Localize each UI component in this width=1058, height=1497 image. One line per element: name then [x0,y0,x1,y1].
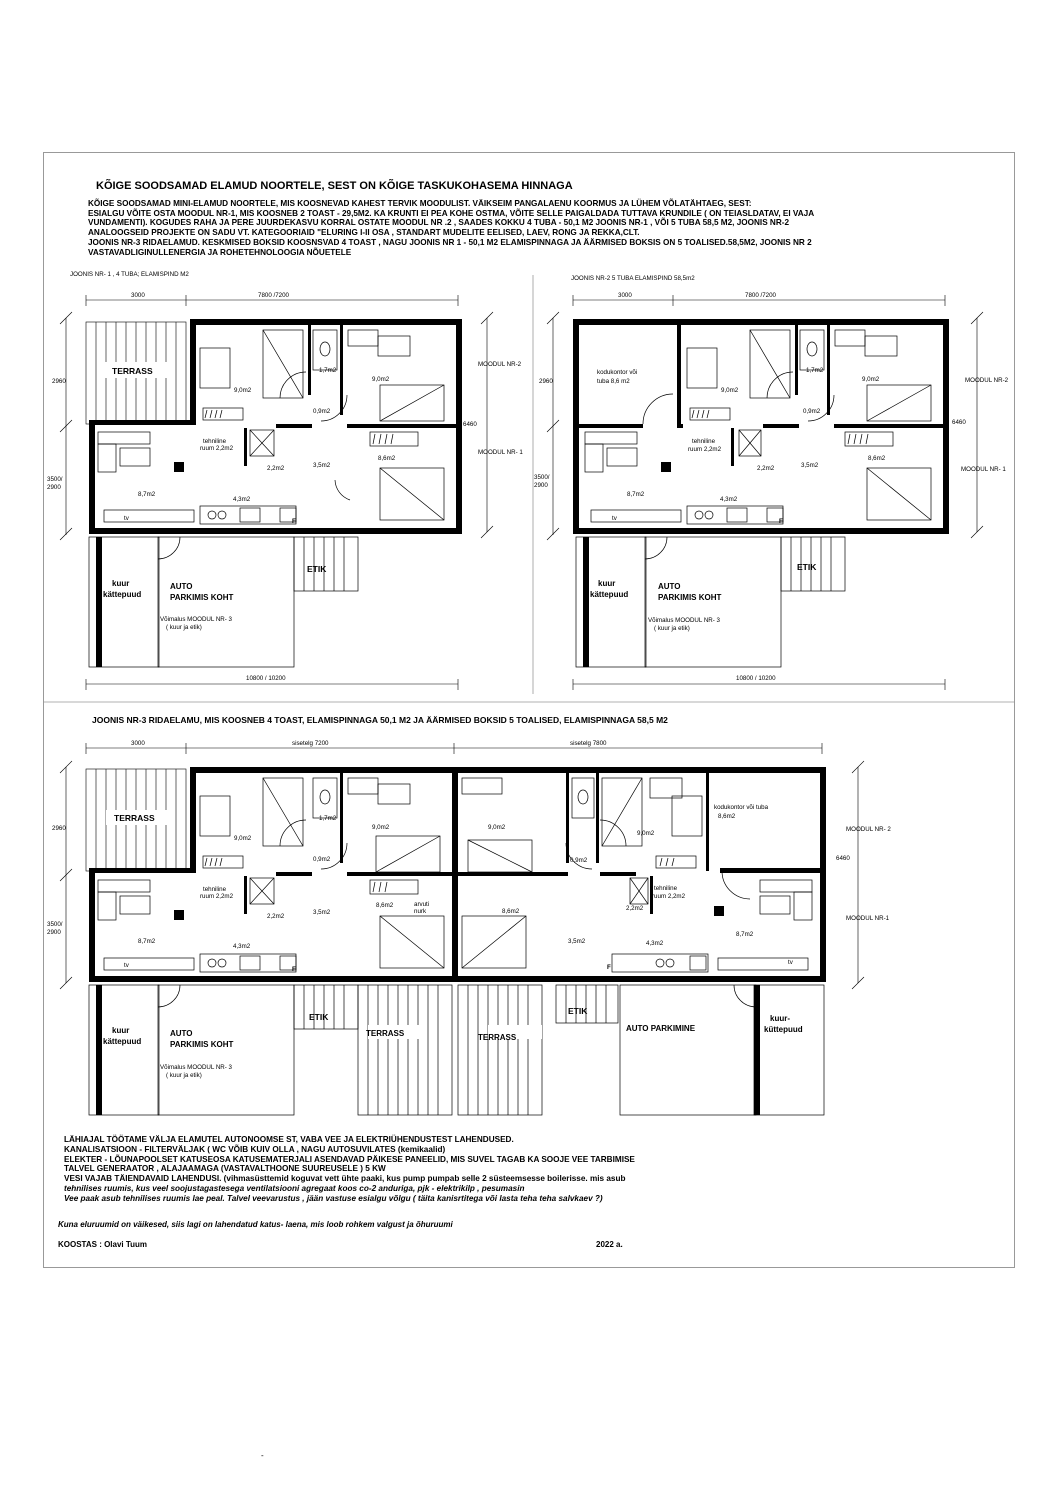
plan3-a-room-wc: 1,7m2 [319,815,337,822]
plan2-room-87: 8,7m2 [627,491,645,498]
plan3-a-room-9a: 9,0m2 [234,835,252,842]
plan1-dim-2960: 2960 [52,378,66,385]
plan3-b-room-9a: 9,0m2 [488,824,506,831]
plan3-b-etik: ETIK [568,1006,588,1016]
plan3-a-fridge: F [292,966,296,973]
plan1-voimalus-1: Võimalus MOODUL NR- 3 [160,616,232,623]
plan1-kuur-1: kuur [112,579,130,588]
plan3-a-tv: tv [124,962,129,969]
plan2-auto-1: AUTO [658,582,681,591]
plan3-moodul2: MOODUL NR- 2 [846,826,891,833]
plan3-terrass-b: TERRASS [478,1033,517,1042]
notes-line: VESI VAJAB TÄIENDAVAID LAHENDUSI. (vihmasüsttemid koguvat vett ühte paaki, kus pump pumpab selle 2 süsteemsesse boilerisse. mis asub [64,1174,626,1184]
plan1-room-43: 4,3m2 [233,496,251,503]
plan3-a-room-35: 3,5m2 [313,909,331,916]
intro-line: ANALOOGSEID PROJEKTE ON SADU VT. KATEGOORIAID "ELURING I-II OSA , STANDART MUDELITE EELISED, LAEV, RONG JA REKKA,CLT. [88,228,640,238]
plan3-a-room-86: 8,6m2 [376,902,394,909]
plan2-moodul2: MOODUL NR-2 [965,377,1009,384]
plan1-fridge: F [292,518,296,525]
plan1-tv: tv [124,515,129,522]
intro-line: ESIALGU VÕITE OSTA MOODUL NR-1, MIS KOOSNEB 2 TOAST - 29,5M2. KA KRUNTI EI PEA KOHE OSTMA, VÕITE SELLE PAIGALDADA TUTTAVA KRUNDILE ( ON TEIASLDATAV, EI VAJA [88,208,815,218]
plan3-dim-3500: 3500/ [47,921,63,928]
plan2-room-wc: 1,7m2 [806,367,824,374]
plan1-dim-6460: 6460 [463,421,477,428]
plan1-room-35: 3,5m2 [313,462,331,469]
author: KOOSTAS : Olavi Tuum [58,1240,148,1249]
plan3-b-tech-2: ruum 2,2m2 [652,893,686,900]
plan2-kuur-2: kättepuud [590,590,629,599]
plan3-a-room-22: 2,2m2 [267,913,285,920]
plan3-voimalus-1: Võimalus MOODUL NR- 3 [160,1064,232,1071]
plan1-room-hall: 0,9m2 [313,408,331,415]
plan2-room-35: 3,5m2 [801,462,819,469]
plan3-a-tech-2: ruum 2,2m2 [200,893,234,900]
plan2-dim-2960: 2960 [539,378,553,385]
plan3-b-office-1: kodukontor või tuba [714,804,769,811]
plan3-auto-2: PARKIMIS KOHT [170,1040,234,1049]
plan1-dim-3500: 3500/ [47,476,63,483]
plan2-room-22: 2,2m2 [757,465,775,472]
note-ceiling: Kuna eluruumid on väikesed, siis lagi on lahendatud katus- laena, mis loob rohkem valgust ja õhuruumi [58,1220,453,1229]
plan3-b-tech-1: tehniline [654,885,678,892]
plan2-dim-7800: 7800 /7200 [745,292,776,299]
plan1-dim-7800: 7800 /7200 [258,292,289,299]
plan2-tech-2: ruum 2,2m2 [688,446,722,453]
plan1-room-22: 2,2m2 [267,465,285,472]
plan3-b-tv: tv [788,959,793,966]
plan2-voimalus-2: ( kuur ja etik) [654,625,690,632]
plan2-auto-2: PARKIMIS KOHT [658,593,722,602]
plan1-dim-bottom: 10800 / 10200 [246,675,286,682]
plan3-a-nurk: nurk [414,908,427,915]
plan3-a-tech-1: tehniline [203,886,227,893]
page-mark: - [261,1451,264,1460]
notes-line: tehnilises ruumis, kus veel soojustagastesega ventilatsiooni agregaat koos co-2 anduriga, pjk - elektrikilp , pesumasin [64,1183,525,1193]
plan3-kuur-1: kuur [112,1026,130,1035]
plan3-a-etik: ETIK [309,1012,329,1022]
plan3-dim-6460: 6460 [836,855,850,862]
plan3-kuur-r-2: küttepuud [764,1025,803,1034]
plan1-terrass: TERRASS [112,366,153,376]
plan3-moodul1: MOODUL NR-1 [846,915,890,922]
plan2-tech-1: tehniline [692,438,716,445]
plan1-auto-2: PARKIMIS KOHT [170,593,234,602]
plan3-b-room-9b: 9,0m2 [637,830,655,837]
plan3-a-room-hall: 0,9m2 [313,856,331,863]
plan2-etik: ETIK [797,562,817,572]
plan2-room-86: 8,6m2 [868,455,886,462]
plan3-a-room-87: 8,7m2 [138,938,156,945]
notes-line: Vee paak asub tehnilises ruumis lae peal. Talvel veevarustus , jään vastuse esialgu võlgu ( täita kanisrtitega või lasta teha teha salvkaev ?) [64,1193,603,1203]
plan1-kuur-2: kättepuud [103,590,142,599]
notes-line: ELEKTER - LÕUNAPOOLSET KATUSEOSA KATUSEMATERJALI ASENDAVAD PÄIKESE PANEELID, MIS SUVEL TAGAB KA SOOJE VEE TARBIMISE [64,1154,635,1164]
plan1-room-87: 8,7m2 [138,491,156,498]
plan2-room-hall: 0,9m2 [803,408,821,415]
plan3-b-room-35: 3,5m2 [568,938,586,945]
plan2-dim-3500: 3500/ [534,474,550,481]
plan1-etik: ETIK [307,564,327,574]
plan1-room-86: 8,6m2 [378,455,396,462]
plan2-kuur-1: kuur [598,579,616,588]
plan1-tech-2: ruum 2,2m2 [200,445,234,452]
page-title: KÕIGE SOODSAMAD ELAMUD NOORTELE, SEST ON KÕIGE TASKUKOHASEMA HINNAGA [96,180,573,192]
plan3-dim-2900: 2900 [47,929,61,936]
plan3-terrass: TERRASS [114,813,155,823]
plan1-moodul2: MOODUL NR-2 [478,361,522,368]
plan2-voimalus-1: Võimalus MOODUL NR- 3 [648,617,720,624]
plan2-moodul1: MOODUL NR- 1 [961,466,1006,473]
intro-line: VASTAVADLIGINULLENERGIA JA ROHETEHNOLOOGIA NÕUETELE [88,247,352,257]
intro-line: JOONIS NR-3 RIDAELAMUD. KESKMISED BOKSID KOOSNSVAD 4 TOAST , NAGU JOONIS NR 1 - 50,1 M2 ELAMISPINNAGA JA ÄÄRMISED BOKSIS ON 5 TOALISED.58,5M2, JOONIS NR 2 [88,237,812,247]
plan3-kuur-2: kättepuud [103,1037,142,1046]
plan2-fridge: F [779,518,783,525]
plan3-auto-1: AUTO [170,1029,193,1038]
plan3-b-room-86: 8,6m2 [502,908,520,915]
plan3-dim-2960: 2960 [52,825,66,832]
plan2-office-1: kodukontor või [597,369,638,376]
plan1-voimalus-2: ( kuur ja etik) [166,624,202,631]
plan3-voimalus-2: ( kuur ja etik) [166,1072,202,1079]
plan3-auto-parkimine: AUTO PARKIMINE [626,1024,696,1033]
plan1-dim-3000: 3000 [131,292,145,299]
plan1-caption: JOONIS NR- 1 , 4 TUBA; ELAMISPIND M2 [70,271,189,278]
plan3-terrass-a: TERRASS [366,1029,405,1038]
plan1-auto-1: AUTO [170,582,193,591]
notes-line: TALVEL GENERAATOR , ALAJAAMAGA (VASTAVALTHOONE SUUREUSELE ) 5 KW [64,1164,386,1174]
plan2-dim-bottom: 10800 / 10200 [736,675,776,682]
plan1-dim-2900: 2900 [47,484,61,491]
plan3-kuur-r-1: kuur- [770,1014,790,1023]
plan1-room-9a: 9,0m2 [234,387,252,394]
plan1-tech-1: tehniline [203,438,227,445]
plan3-dim-7200: sisetelg 7200 [292,740,329,747]
notes-line: KANALISATSIOON - FILTERVÄLJAK ( WC VÕIB KUIV OLLA , NAGU AUTOSUVILATES (kemikaalid) [64,1144,446,1154]
plan3-title: JOONIS NR-3 RIDAELAMU, MIS KOOSNEB 4 TOAST, ELAMISPINNAGA 50,1 M2 JA ÄÄRMISED BOKSID 5 TOALISED, ELAMISPINNAGA 58,5 M2 [92,715,668,725]
plan2-caption: JOONIS NR-2 5 TUBA ELAMISPIND 58,5m2 [571,275,695,282]
plan3-b-room-43: 4,3m2 [646,940,664,947]
year: 2022 a. [596,1240,623,1249]
plan2-dim-6460: 6460 [952,419,966,426]
plan3-b-room-22: 2,2m2 [626,905,644,912]
plan3-b-room-87: 8,7m2 [736,931,754,938]
plan3-b-room-hall: 0,9m2 [570,857,588,864]
plan3-b-office-2: 8,6m2 [718,813,736,820]
plan3-b-fridge: F [607,964,611,971]
plan2-office-2: tuba 8,6 m2 [597,378,630,385]
plan2-dim-3000: 3000 [618,292,632,299]
plan3-dim-3000: 3000 [131,740,145,747]
plan2-room-9b: 9,0m2 [862,376,880,383]
notes-text [64,1135,635,1204]
plan2-dim-2900: 2900 [534,482,548,489]
plan3-dim-7800: sisetelg 7800 [570,740,607,747]
plan2-room-43: 4,3m2 [720,496,738,503]
plan3-a-room-43: 4,3m2 [233,943,251,950]
plan2-room-9a: 9,0m2 [721,387,739,394]
notes-line: LÄHIAJAL TÖÖTAME VÄLJA ELAMUTEL AUTONOOMSE ST, VABA VEE JA ELEKTRIÜHENDUSTEST LAHENDUSED. [64,1135,514,1144]
plan3-a-arvuti: arvuti [414,901,430,908]
plan1-room-wc: 1,7m2 [319,367,337,374]
intro-line: KÕIGE SOODSAMAD MINI-ELAMUD NOORTELE, MIS KOOSNEVAD KAHEST TERVIK MOODULIST. VÄIKSEIM PANGALAENU KOORMUS JA LÜHEM VÕLATÄHTAEG, SEST: [88,199,752,208]
plan1-room-9b: 9,0m2 [372,376,390,383]
plan2-tv: tv [612,515,617,522]
intro-line: VUNDAMENTI). KOGUDES RAHA JA PERE JUURDEKASVU KORRAL OSTATE MOODUL NR .2 , SAADES KOKKU 4 TUBA - 50,1 M2 JOONIS NR-1 , VÕI 5 TUBA 58,5 M2, JOONIS NR-2 [88,218,790,228]
plan1-moodul1: MOODUL NR- 1 [478,449,523,456]
plan3-a-room-9b: 9,0m2 [372,824,390,831]
